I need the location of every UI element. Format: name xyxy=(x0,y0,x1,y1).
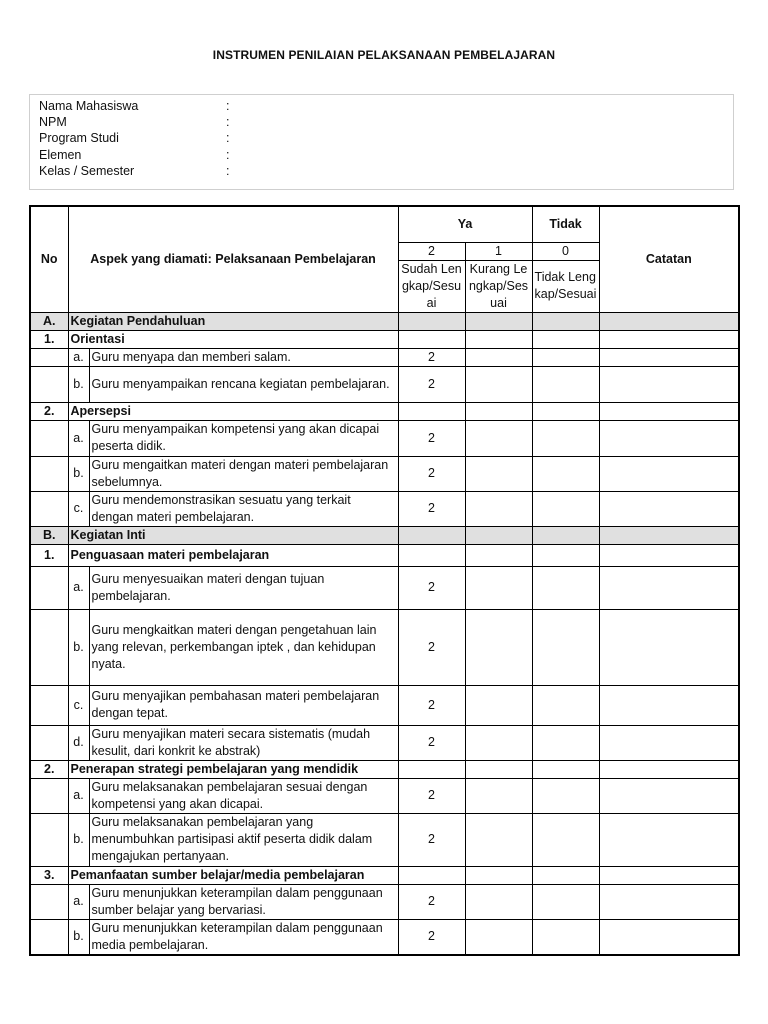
header-ya: Ya xyxy=(398,206,532,242)
item-letter: a. xyxy=(68,348,89,366)
item-score: 2 xyxy=(398,685,465,725)
header-desc-2: Sudah Lengkap/Sesuai xyxy=(398,260,465,312)
item-score: 2 xyxy=(398,919,465,955)
identity-row-elemen xyxy=(39,148,230,162)
subsection-row xyxy=(30,402,739,420)
header-score-2: 2 xyxy=(398,242,465,260)
identity-colon: : xyxy=(226,148,230,162)
item-text: Guru mengkaitkan materi dengan pengetahuan lain yang relevan, perkembangan iptek , dan kehidupan nyata. xyxy=(89,609,398,685)
identity-label: Program Studi xyxy=(39,131,119,145)
item-letter: c. xyxy=(68,491,89,526)
identity-row-prodi xyxy=(39,131,230,145)
table-row xyxy=(30,420,739,456)
identity-row-npm xyxy=(39,115,230,129)
item-letter: b. xyxy=(68,456,89,491)
subsection-row xyxy=(30,544,739,566)
identity-colon: : xyxy=(226,131,230,145)
identity-colon: : xyxy=(226,164,230,178)
item-text: Guru menyampaikan kompetensi yang akan dicapai peserta didik. xyxy=(89,420,398,456)
subsection-label: Apersepsi xyxy=(68,402,398,420)
table-row xyxy=(30,491,739,526)
table-row xyxy=(30,725,739,760)
table-row xyxy=(30,778,739,813)
item-text: Guru menyampaikan rencana kegiatan pembelajaran. xyxy=(89,366,398,402)
item-score: 2 xyxy=(398,725,465,760)
item-letter: a. xyxy=(68,778,89,813)
identity-row-nama xyxy=(39,99,230,113)
table-row xyxy=(30,348,739,366)
subsection-row xyxy=(30,866,739,884)
identity-colon: : xyxy=(226,99,230,113)
section-row xyxy=(30,526,739,544)
subsection-no: 1. xyxy=(30,544,68,566)
header-tidak: Tidak xyxy=(532,206,599,242)
item-letter: a. xyxy=(68,420,89,456)
item-letter: a. xyxy=(68,566,89,609)
section-row xyxy=(30,312,739,330)
subsection-row xyxy=(30,760,739,778)
item-text: Guru menyapa dan memberi salam. xyxy=(89,348,398,366)
identity-label: Nama Mahasiswa xyxy=(39,99,139,113)
section-no: A. xyxy=(30,312,68,330)
document-title: INSTRUMEN PENILAIAN PELAKSANAAN PEMBELAJARAN xyxy=(212,48,556,62)
item-score: 2 xyxy=(398,778,465,813)
identity-label: NPM xyxy=(39,115,67,129)
subsection-no: 2. xyxy=(30,760,68,778)
item-score: 2 xyxy=(398,456,465,491)
identity-label: Kelas / Semester xyxy=(39,164,135,178)
item-score: 2 xyxy=(398,348,465,366)
section-label: Kegiatan Pendahuluan xyxy=(68,312,398,330)
item-score: 2 xyxy=(398,609,465,685)
item-letter: c. xyxy=(68,685,89,725)
table-row xyxy=(30,566,739,609)
subsection-label: Pemanfaatan sumber belajar/media pembelajaran xyxy=(68,866,398,884)
item-score: 2 xyxy=(398,420,465,456)
header-catatan: Catatan xyxy=(599,206,739,312)
header-desc-1: Kurang Lengkap/Sesuai xyxy=(465,260,532,312)
identity-box xyxy=(29,94,734,190)
item-text: Guru mendemonstrasikan sesuatu yang terkait dengan materi pembelajaran. xyxy=(89,491,398,526)
item-text: Guru menyesuaikan materi dengan tujuan pembelajaran. xyxy=(89,566,398,609)
item-score: 2 xyxy=(398,884,465,919)
subsection-no: 2. xyxy=(30,402,68,420)
header-no: No xyxy=(30,206,68,312)
subsection-label: Penerapan strategi pembelajaran yang mendidik xyxy=(68,760,398,778)
item-text: Guru melaksanakan pembelajaran sesuai dengan kompetensi yang akan dicapai. xyxy=(89,778,398,813)
item-score: 2 xyxy=(398,491,465,526)
subsection-no: 1. xyxy=(30,330,68,348)
item-letter: a. xyxy=(68,884,89,919)
item-text: Guru melaksanakan pembelajaran yang menumbuhkan partisipasi aktif peserta didik dalam mengajukan pertanyaan. xyxy=(89,813,398,866)
identity-colon: : xyxy=(226,115,230,129)
header-score-0: 0 xyxy=(532,242,599,260)
section-no: B. xyxy=(30,526,68,544)
item-score: 2 xyxy=(398,366,465,402)
header-aspek: Aspek yang diamati: Pelaksanaan Pembelajaran xyxy=(68,206,398,312)
subsection-label: Orientasi xyxy=(68,330,398,348)
table-row xyxy=(30,813,739,866)
item-text: Guru menunjukkan keterampilan dalam penggunaan sumber belajar yang bervariasi. xyxy=(89,884,398,919)
identity-row-kelas xyxy=(39,164,230,178)
table-row xyxy=(30,685,739,725)
identity-label: Elemen xyxy=(39,148,82,162)
item-score: 2 xyxy=(398,566,465,609)
subsection-no: 3. xyxy=(30,866,68,884)
table-row xyxy=(30,366,739,402)
item-text: Guru menunjukkan keterampilan dalam penggunaan media pembelajaran. xyxy=(89,919,398,955)
section-label: Kegiatan Inti xyxy=(68,526,398,544)
item-letter: d. xyxy=(68,725,89,760)
item-letter: b. xyxy=(68,366,89,402)
table-row xyxy=(30,609,739,685)
subsection-label: Penguasaan materi pembelajaran xyxy=(68,544,398,566)
table-row xyxy=(30,919,739,955)
table-row xyxy=(30,884,739,919)
item-text: Guru mengaitkan materi dengan materi pembelajaran sebelumnya. xyxy=(89,456,398,491)
item-letter: b. xyxy=(68,609,89,685)
item-text: Guru menyajikan pembahasan materi pembelajaran dengan tepat. xyxy=(89,685,398,725)
item-score: 2 xyxy=(398,813,465,866)
assessment-table xyxy=(29,205,740,956)
item-text: Guru menyajikan materi secara sistematis (mudah kesulit, dari konkrit ke abstrak) xyxy=(89,725,398,760)
header-desc-0: Tidak Lengkap/Sesuai xyxy=(532,260,599,312)
table-row xyxy=(30,456,739,491)
item-letter: b. xyxy=(68,919,89,955)
header-score-1: 1 xyxy=(465,242,532,260)
subsection-row xyxy=(30,330,739,348)
item-letter: b. xyxy=(68,813,89,866)
